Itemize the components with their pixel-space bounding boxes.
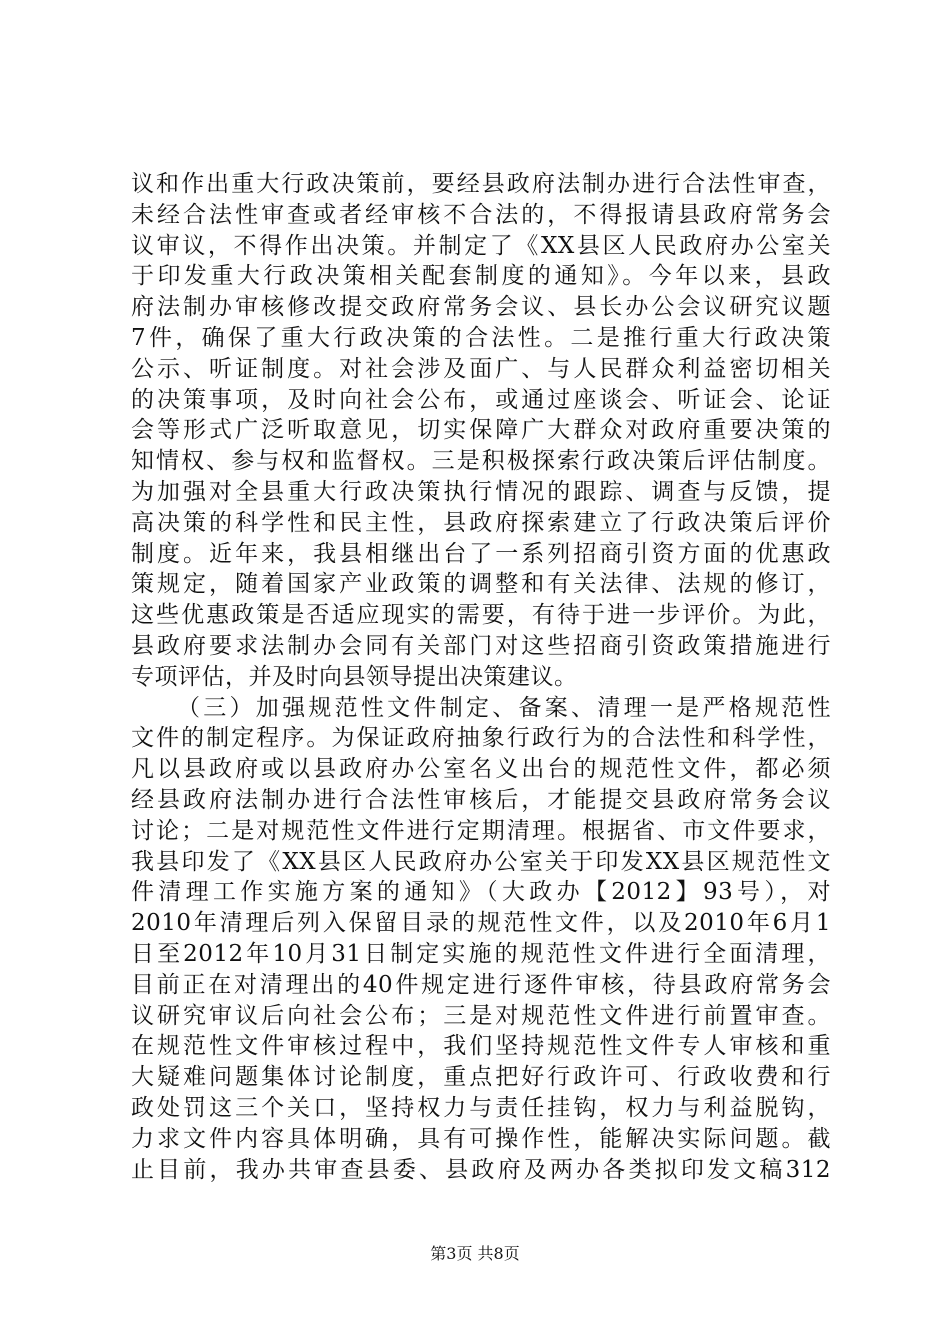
text-line: 讨论；二是对规范性文件进行定期清理。根据省、市文件要求，	[131, 817, 831, 844]
text-line: 专项评估，并及时向县领导提出决策建议。	[131, 663, 578, 690]
text-line: 会等形式广泛听取意见，切实保障广大群众对政府重要决策的	[131, 417, 831, 444]
text-line: 为加强对全县重大行政决策执行情况的跟踪、调查与反馈，提	[131, 478, 831, 505]
page-number-footer: 第3页 共8页	[430, 1244, 520, 1263]
text-line: 制度。近年来，我县相继出台了一系列招商引资方面的优惠政	[131, 540, 831, 567]
text-line: 议和作出重大行政决策前，要经县政府法制办进行合法性审查，	[131, 171, 831, 197]
text-line: 在规范性文件审核过程中，我们坚持规范性文件专人审核和重	[131, 1033, 831, 1060]
text-line: 策规定，随着国家产业政策的调整和有关法律、法规的修订，	[131, 571, 831, 598]
text-line: 7件，确保了重大行政决策的合法性。二是推行重大行政决策	[131, 324, 831, 351]
text-line: 未经合法性审查或者经审核不合法的，不得报请县政府常务会	[131, 201, 831, 228]
text-line: 2010年清理后列入保留目录的规范性文件，以及2010年6月1	[131, 910, 831, 937]
text-line: 止目前，我办共审查县委、县政府及两办各类拟印发文稿312	[131, 1156, 831, 1183]
text-line: 县政府要求法制办会同有关部门对这些招商引资政策措施进行	[131, 632, 831, 659]
text-line: 于印发重大行政决策相关配套制度的通知》。今年以来，县政	[131, 263, 831, 290]
text-line: 日至2012年10月31日制定实施的规范性文件进行全面清理，	[131, 940, 831, 967]
text-line: 目前正在对清理出的40件规定进行逐件审核，待县政府常务会	[131, 971, 831, 998]
text-line: 文件的制定程序。为保证政府抽象行政行为的合法性和科学性，	[131, 725, 831, 752]
text-line: 大疑难问题集体讨论制度，重点把好行政许可、行政收费和行	[131, 1064, 831, 1091]
text-line: 高决策的科学性和民主性，县政府探索建立了行政决策后评价	[131, 509, 831, 536]
text-line: 议研究审议后向社会公布；三是对规范性文件进行前置审查。	[131, 1002, 831, 1029]
text-line: 我县印发了《XX县区人民政府办公室关于印发XX县区规范性文	[131, 848, 831, 875]
text-line: 力求文件内容具体明确，具有可操作性，能解决实际问题。截	[131, 1125, 831, 1152]
text-line: 经县政府法制办进行合法性审核后，才能提交县政府常务会议	[131, 786, 831, 813]
body-text	[131, 169, 831, 1185]
text-line: 的决策事项，及时向社会公布，或通过座谈会、听证会、论证	[131, 386, 831, 413]
section-heading-line: （三）加强规范性文件制定、备案、清理一是严格规范性	[177, 694, 831, 721]
text-line: 凡以县政府或以县政府办公室名义出台的规范性文件，都必须	[131, 756, 831, 783]
text-line: 议审议，不得作出决策。并制定了《XX县区人民政府办公室关	[131, 232, 831, 259]
text-line: 府法制办审核修改提交政府常务会议、县长办公会议研究议题	[131, 294, 831, 321]
text-line: 知情权、参与权和监督权。三是积极探索行政决策后评估制度。	[131, 448, 831, 475]
text-line: 件清理工作实施方案的通知》（大政办【2012】93号），对	[131, 879, 831, 906]
text-line: 公示、听证制度。对社会涉及面广、与人民群众利益密切相关	[131, 355, 831, 382]
text-line: 政处罚这三个关口，坚持权力与责任挂钩，权力与利益脱钩，	[131, 1094, 831, 1121]
text-line: 这些优惠政策是否适应现实的需要，有待于进一步评价。为此，	[131, 602, 831, 629]
